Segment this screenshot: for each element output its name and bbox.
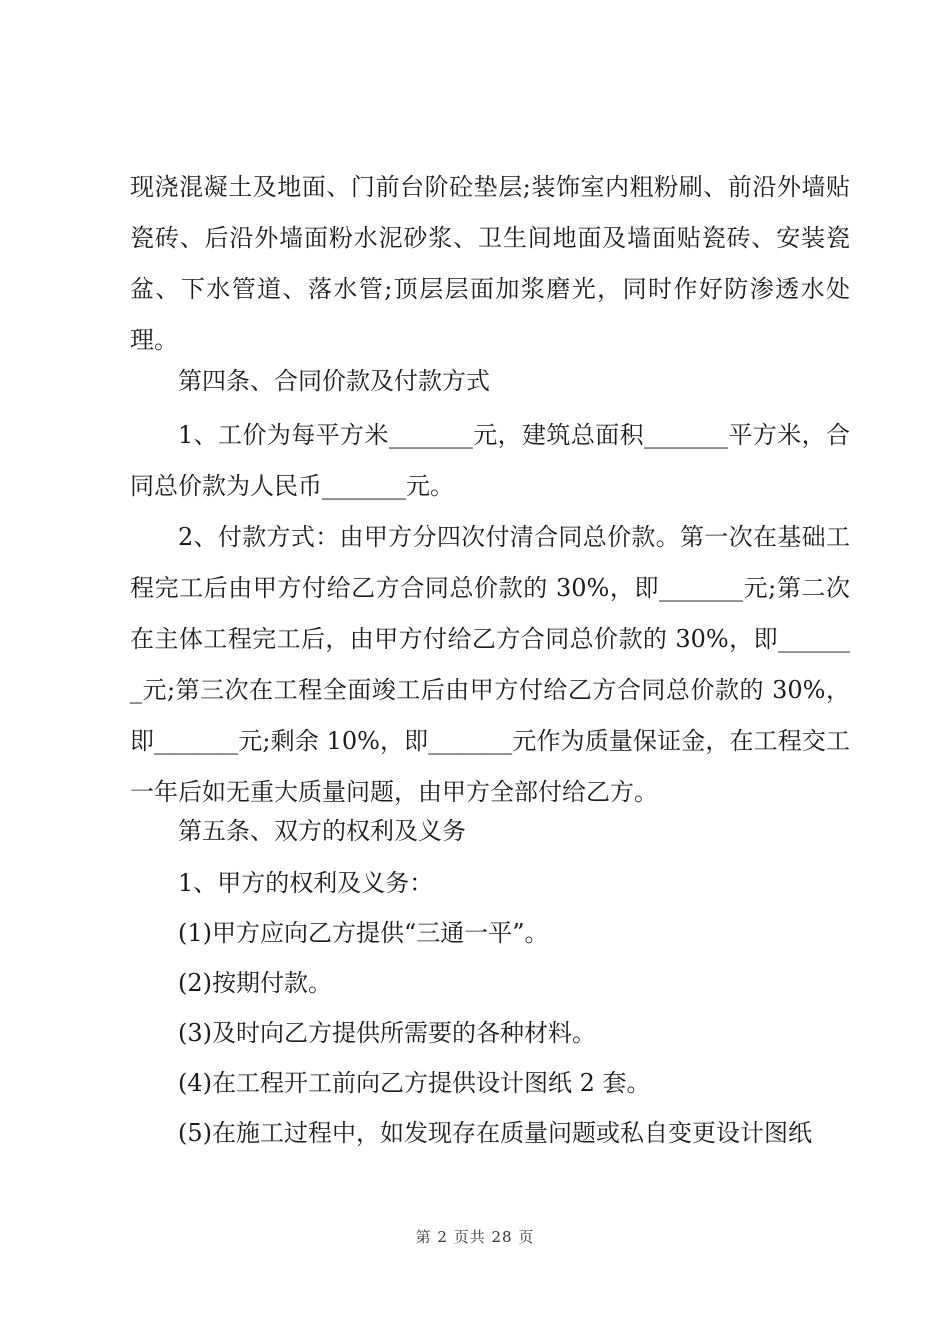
- list-item-5: (5)在施工过程中，如发现存在质量问题或私自变更设计图纸: [178, 1119, 812, 1147]
- list-item-4: (4)在工程开工前向乙方提供设计图纸 2 套。: [178, 1069, 651, 1097]
- list-item-3: (3)及时向乙方提供所需要的各种材料。: [178, 1019, 596, 1047]
- heading-article-4: 第四条、合同价款及付款方式: [178, 367, 490, 395]
- page-footer: 第 2 页共 28 页: [415, 1228, 535, 1246]
- paragraph-payment-method: 2、付款方式：由甲方分四次付清合同总价款。第一次在基础工程完工后由甲方付给乙方合同总价款的 30%，即_______元;第二次在主体工程完工后，由甲方付给乙方合同总价款的 30%，即_______元;第三次在工程全面竣工后由甲方付给乙方合同总价款的 30%，即_______元;剩余 10%，即_______元作为质量保证金，在工程交工一年后如无重大质量问题，由甲方全部付给乙方。: [130, 523, 850, 806]
- subheading-party-a-rights: 1、甲方的权利及义务：: [178, 869, 434, 897]
- paragraph-price: 1、工价为每平方米_______元，建筑总面积_______平方米，合同总价款为人民币_______元。: [130, 421, 850, 500]
- list-item-1: (1)甲方应向乙方提供“三通一平”。: [178, 919, 549, 947]
- heading-article-5: 第五条、双方的权利及义务: [178, 817, 466, 845]
- list-item-2: (2)按期付款。: [178, 969, 332, 997]
- paragraph-construction-items: 现浇混凝土及地面、门前台阶砼垫层;装饰室内粗粉刷、前沿外墙贴瓷砖、后沿外墙面粉水泥砂浆、卫生间地面及墙面贴瓷砖、安装瓷盆、下水管道、落水管;顶层层面加浆磨光，同时作好防渗透水处理。: [130, 173, 850, 354]
